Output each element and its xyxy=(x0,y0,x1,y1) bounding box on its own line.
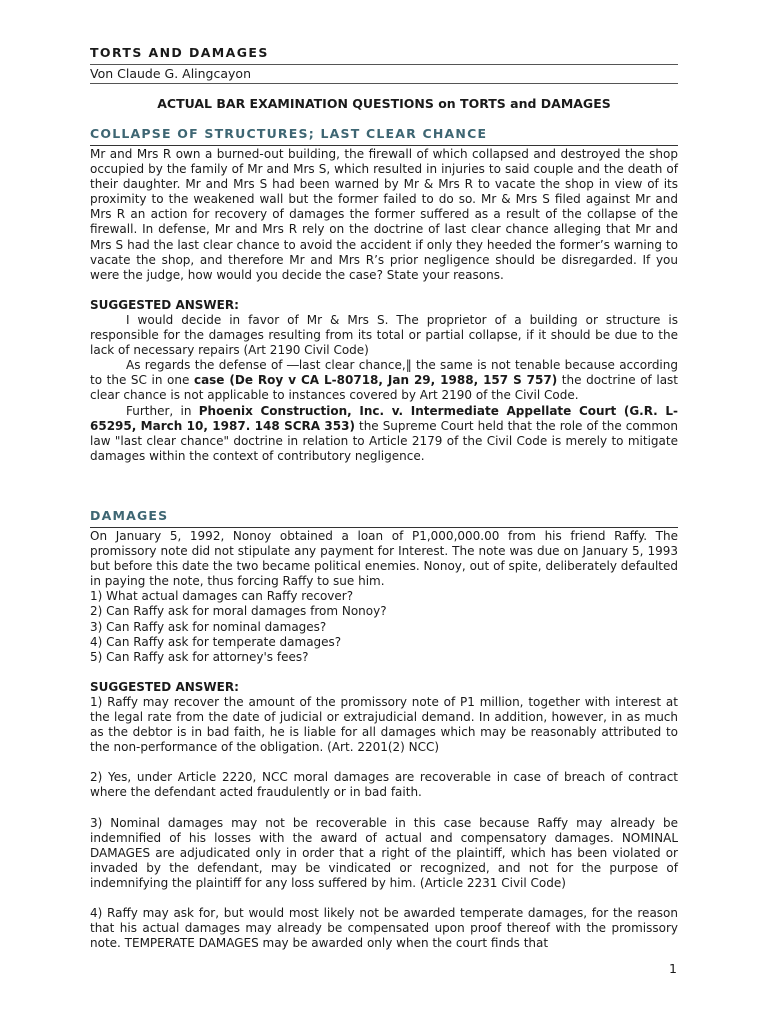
question-item: 2) Can Raffy ask for moral damages from Nonoy? xyxy=(90,604,387,619)
suggested-answer-label: SUGGESTED ANSWER: xyxy=(90,297,239,312)
header-rule-bottom xyxy=(90,83,678,84)
case-citation: case (De Roy v CA L-80718, Jan 29, 1988, 157 S 757) xyxy=(193,373,558,388)
question-paragraph: Mr and Mrs R own a burned-out building, the firewall of which collapsed and destroyed the shop occupied by the family of Mr and Mrs S, which resulted in injuries to said couple and the death of their daughter. Mr and Mrs S had been warned by Mr & Mrs R to vacate the shop in view of its proximity to the weakened wall but the former failed to do so. Mr & Mrs S filed against Mr and Mrs R an action for recovery of damages the former suffered as a result of the collapse of the firewall. In defense, Mr and Mrs R rely on the doctrine of last clear chance alleging that Mr and Mrs S had the last clear chance to avoid the accident if only they heeded the former’s warning to vacate the shop, and therefore Mr and Mrs R’s prior negligence should be disregarded. If you were the judge, how would you decide the case? State your reasons. xyxy=(90,147,678,282)
answer-text: Further, in xyxy=(126,403,199,418)
suggested-answer-label: SUGGESTED ANSWER: xyxy=(90,679,239,694)
question-item: 4) Can Raffy ask for temperate damages? xyxy=(90,634,342,649)
case-citation: Phoenix Construction, Inc. v. Intermediate Appellate Court (G.R. L-65295, March 10, 1987. 148 SCRA 353) xyxy=(90,403,679,433)
question-paragraph: On January 5, 1992, Nonoy obtained a loan of P1,000,000.00 from his friend Raffy. The promissory note did not stipulate any payment for Interest. The note was due on January 5, 1993 but before this date the two became political enemies. Nonoy, out of spite, deliberately defaulted in paying the note, thus forcing Raffy to sue him. xyxy=(90,529,678,589)
page-number: 1 xyxy=(669,961,677,976)
answer-paragraph xyxy=(90,404,678,464)
answer-paragraph xyxy=(90,358,678,403)
answer-paragraph: I would decide in favor of Mr & Mrs S. The proprietor of a building or structure is responsible for the damages resulting from its total or partial collapse, if it should be due to the lack of necessary repairs (Art 2190 Civil Code) xyxy=(90,312,678,358)
section2-body xyxy=(90,529,678,951)
answer-paragraph: 3) Nominal damages may not be recoverable in this case because Raffy may already be indemnified of his losses with the award of actual and compensatory damages. NOMINAL DAMAGES are adjudicated only in order that a right of the plaintiff, which has been violated or invaded by the defendant, may be vindicated or recognized, and not for the purpose of indemnifying the plaintiff for any loss suffered by him. (Article 2231 Civil Code) xyxy=(90,815,678,890)
answer-paragraph: 4) Raffy may ask for, but would most likely not be awarded temperate damages, for the reason that his actual damages may already be compensated upon proof thereof with the promissory note. TEMPERATE DAMAGES may be awarded only when the court finds that xyxy=(90,905,678,951)
section-rule xyxy=(90,145,678,146)
section-heading-collapse: COLLAPSE OF STRUCTURES; LAST CLEAR CHANCE xyxy=(90,126,488,141)
question-item: 5) Can Raffy ask for attorney's fees? xyxy=(90,649,309,664)
section-rule xyxy=(90,527,678,528)
question-item: 1) What actual damages can Raffy recover? xyxy=(90,589,354,604)
section1-body xyxy=(90,147,678,464)
section-heading-damages: DAMAGES xyxy=(90,508,169,523)
answer-paragraph: 2) Yes, under Article 2220, NCC moral damages are recoverable in case of breach of contract where the defendant acted fraudulently or in bad faith. xyxy=(90,770,678,800)
answer-text: the doctrine of last clear chance is not applicable to instances covered by Art 2190 of the Civil Code. xyxy=(90,373,678,403)
answer-text: As regards the defense of ―last clear chance,‖ the same is not tenable because according to the SC in one xyxy=(90,358,678,388)
document-title: ACTUAL BAR EXAMINATION QUESTIONS on TORTS and DAMAGES xyxy=(157,96,611,111)
question-item: 3) Can Raffy ask for nominal damages? xyxy=(90,619,327,634)
answer-paragraph: 1) Raffy may recover the amount of the promissory note of P1 million, together with interest at the legal rate from the date of judicial or extrajudicial demand. In addition, however, in as much as the debtor is in bad faith, he is liable for all damages which may be reasonably attributed to the non-performance of the obligation. (Art. 2201(2) NCC) xyxy=(90,694,678,755)
header-title: TORTS AND DAMAGES xyxy=(90,45,269,60)
header-rule-top xyxy=(90,64,678,65)
header-author: Von Claude G. Alingcayon xyxy=(90,66,251,81)
answer-text: the Supreme Court held that the role of the common law "last clear chance" doctrine in relation to Article 2179 of the Civil Code is merely to mitigate damages within the context of contributory negligence. xyxy=(90,418,678,463)
